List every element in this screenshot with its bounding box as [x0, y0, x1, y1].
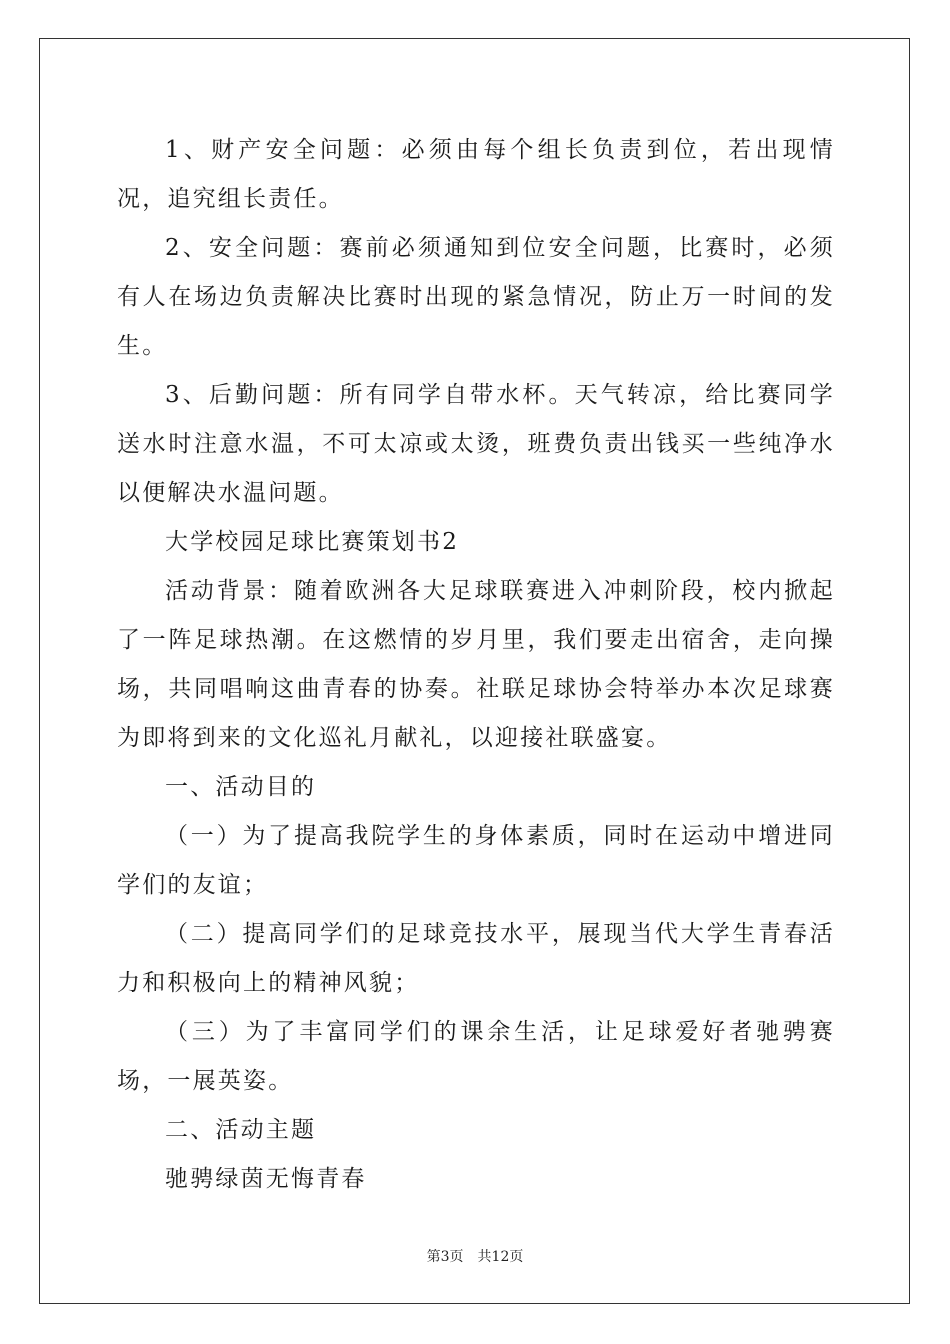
paragraph-property-safety: 1、财产安全问题：必须由每个组长负责到位，若出现情况，追究组长责任。 — [117, 137, 835, 212]
paragraph-safety: 2、安全问题：赛前必须通知到位安全问题，比赛时，必须有人在场边负责解决比赛时出现的紧急情况，防止万一时间的发生。 — [117, 235, 835, 359]
page-total: 共12页 — [477, 1249, 524, 1265]
paragraph-logistics: 3、后勤问题：所有同学自带水杯。天气转凉，给比赛同学送水时注意水温，不可太凉或太烫，班费负责出钱买一些纯净水以便解决水温问题。 — [117, 382, 835, 506]
paragraph-theme: 驰骋绿茵无悔青春 — [165, 1166, 367, 1192]
paragraph-purpose-3: （三）为了丰富同学们的课余生活，让足球爱好者驰骋赛场，一展英姿。 — [117, 1019, 835, 1094]
heading-theme: 二、活动主题 — [165, 1117, 317, 1143]
page-number: 第3页 — [426, 1249, 464, 1265]
heading-purpose: 一、活动目的 — [165, 774, 317, 800]
section-title: 大学校园足球比赛策划书2 — [165, 529, 460, 555]
paragraph-purpose-1: （一）为了提高我院学生的身体素质，同时在运动中增进同学们的友谊； — [117, 823, 835, 898]
paragraph-purpose-2: （二）提高同学们的足球竞技水平，展现当代大学生青春活力和积极向上的精神风貌； — [117, 921, 835, 996]
paragraph-background: 活动背景：随着欧洲各大足球联赛进入冲刺阶段，校内掀起了一阵足球热潮。在这燃情的岁月里，我们要走出宿舍，走向操场，共同唱响这曲青春的协奏。社联足球协会特举办本次足球赛为即将到来的文化巡礼月献礼，以迎接社联盛宴。 — [117, 578, 835, 751]
page-footer — [0, 1246, 950, 1266]
document-body — [117, 126, 835, 1204]
